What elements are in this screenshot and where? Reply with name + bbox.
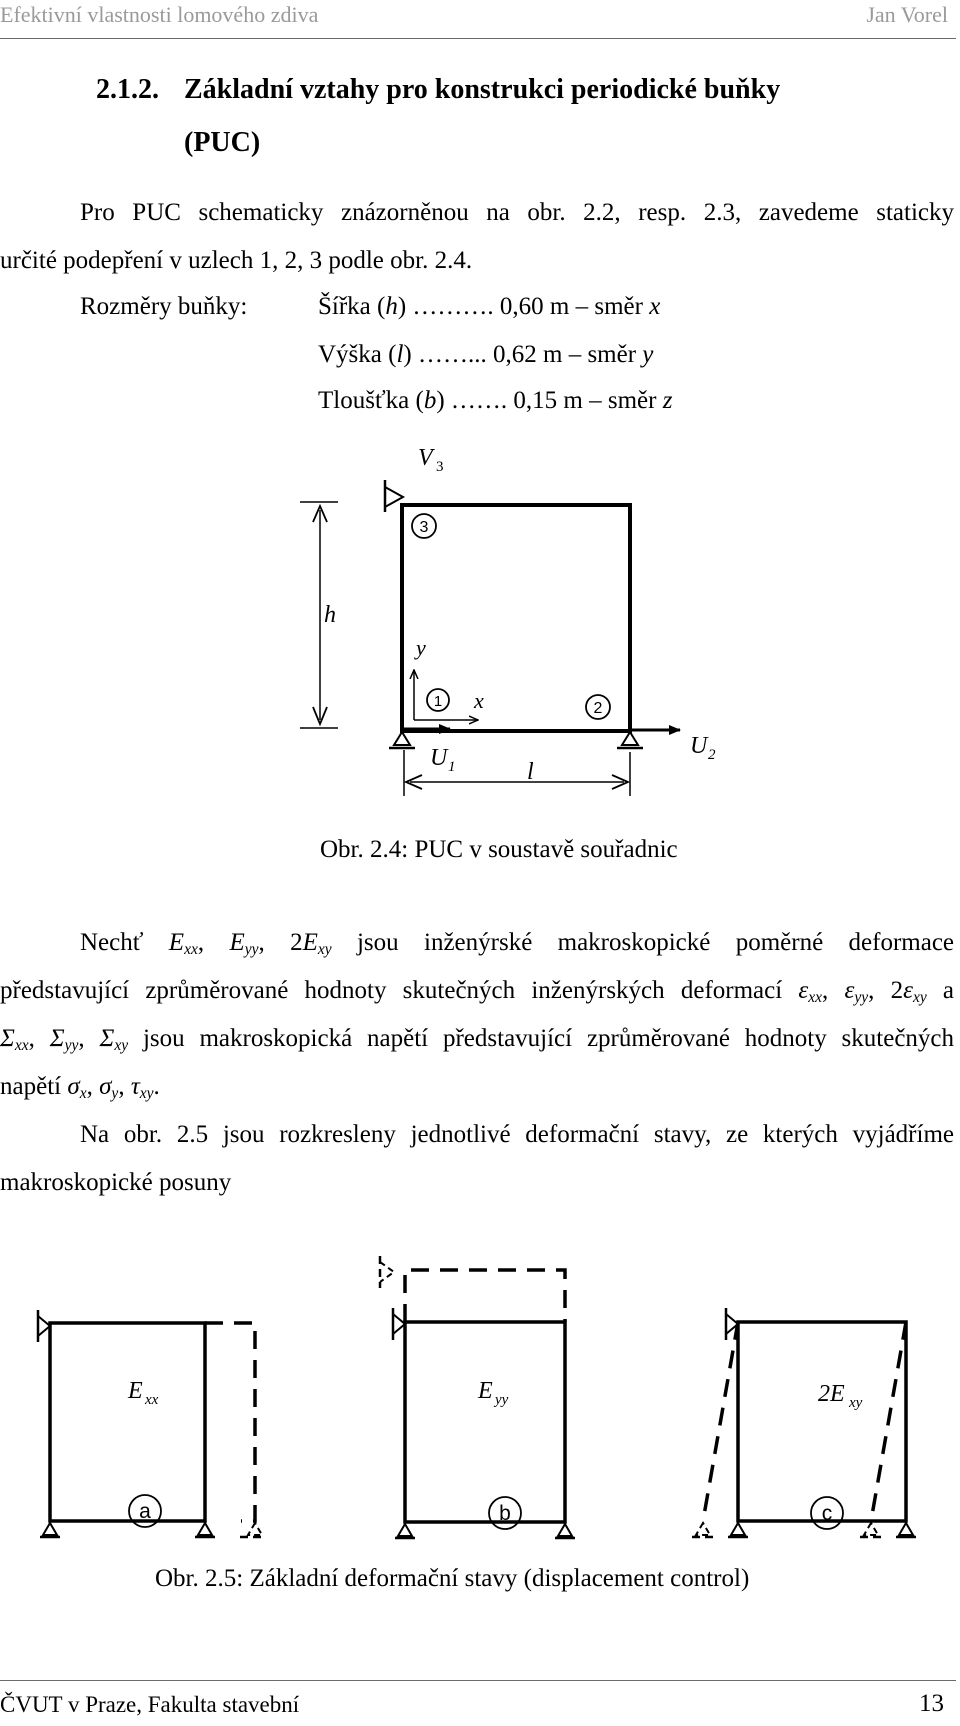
para2-line2: makroskopické posuny [0, 1169, 232, 1196]
svg-text:a: a [139, 1500, 151, 1523]
running-header-author: Jan Vorel [866, 2, 948, 27]
pin-support-node2 [617, 732, 643, 748]
section-number: 2.1.2. [96, 74, 159, 105]
label-y: y [416, 635, 426, 660]
label-u1: U [430, 745, 448, 771]
label-u2-sub: 2 [708, 747, 716, 763]
label-v3: V [418, 445, 433, 471]
panel-a-sub: xx [145, 1392, 159, 1408]
node-2-marker [586, 695, 610, 719]
node-3-marker [412, 514, 436, 538]
para1-line1: Nechť $E_{xx}$, $E_{yy}$, $2E_{xy}$ jsou inženýrské makroskopické poměrné deformace [80, 929, 955, 958]
section-title-line2: (PUC) [184, 127, 261, 158]
svg-text:3: 3 [419, 519, 429, 536]
section-title: Základní vztahy pro konstrukci periodické buňky [184, 74, 781, 105]
figure-2-4-caption: Obr. 2.4: PUC v soustavě souřadnic [320, 836, 678, 863]
panel-a-label: E [128, 1378, 143, 1404]
label-u2: U [690, 733, 708, 759]
header-rule [0, 38, 956, 39]
dimension-height: Výška (l) ……... 0,62 m – směr y [318, 341, 654, 368]
svg-text:b: b [499, 1502, 511, 1525]
svg-text:1: 1 [433, 693, 443, 710]
panel-b-sub: yy [495, 1392, 509, 1408]
figure-2-5-caption: Obr. 2.5: Základní deformační stavy (displacement control) [155, 1565, 750, 1592]
label-x: x [474, 688, 484, 713]
panel-b-marker [489, 1497, 521, 1529]
intro-line1: Pro PUC schematicky znázorněnou na obr. 2.2, resp. 2.3, zavedeme staticky [80, 199, 954, 226]
label-l: l [527, 759, 534, 785]
svg-text:c: c [821, 1502, 833, 1525]
dimension-width: Šířka (h) ………. 0,60 m – směr x [318, 293, 661, 320]
page-number: 13 [919, 1690, 944, 1717]
label-h: h [324, 602, 336, 628]
svg-text:2: 2 [593, 700, 603, 717]
footer-institution: ČVUT v Praze, Fakulta stavební [0, 1692, 300, 1717]
node-1-marker [427, 689, 449, 711]
panel-c-marker [811, 1497, 843, 1529]
panel-b-label: E [478, 1378, 493, 1404]
figure-2-5-panel-letters [0, 1490, 960, 1540]
label-u1-sub: 1 [448, 759, 456, 775]
footer-rule [0, 1680, 956, 1681]
pin-support-node1 [389, 732, 415, 748]
panel-a-marker [129, 1495, 161, 1527]
figure-2-4-diagram [0, 430, 960, 810]
running-header-title: Efektivní vlastnosti lomového zdiva [0, 2, 319, 27]
para1-line2: představující zprůměrované hodnoty skutečných inženýrských deformací $\varepsilon_{xx}$, $\varepsilon_{yy}$, $2\varepsilon_{xy}$ a [0, 977, 955, 1006]
label-v3-sub: 3 [436, 459, 444, 475]
dimensions-label: Rozměry buňky: [80, 293, 248, 320]
dimension-thickness: Tloušťka (b) ……. 0,15 m – směr z [318, 387, 673, 414]
para2-line1: Na obr. 2.5 jsou rozkresleny jednotlivé deformační stavy, ze kterých vyjádříme [80, 1121, 954, 1148]
panel-c-label: 2E [818, 1381, 845, 1407]
para1-line3: $\Sigma_{xx}$, $\Sigma_{yy}$, $\Sigma_{xy}$ jsou makroskopická napětí představující zprůměrované hodnoty skutečných [0, 1025, 955, 1054]
panel-c-sub: xy [849, 1395, 863, 1411]
intro-line2: určité podepření v uzlech 1, 2, 3 podle obr. 2.4. [0, 247, 473, 274]
para1-line4: napětí $\sigma_x$, $\sigma_y$, $\tau_{xy}$. [0, 1073, 160, 1102]
